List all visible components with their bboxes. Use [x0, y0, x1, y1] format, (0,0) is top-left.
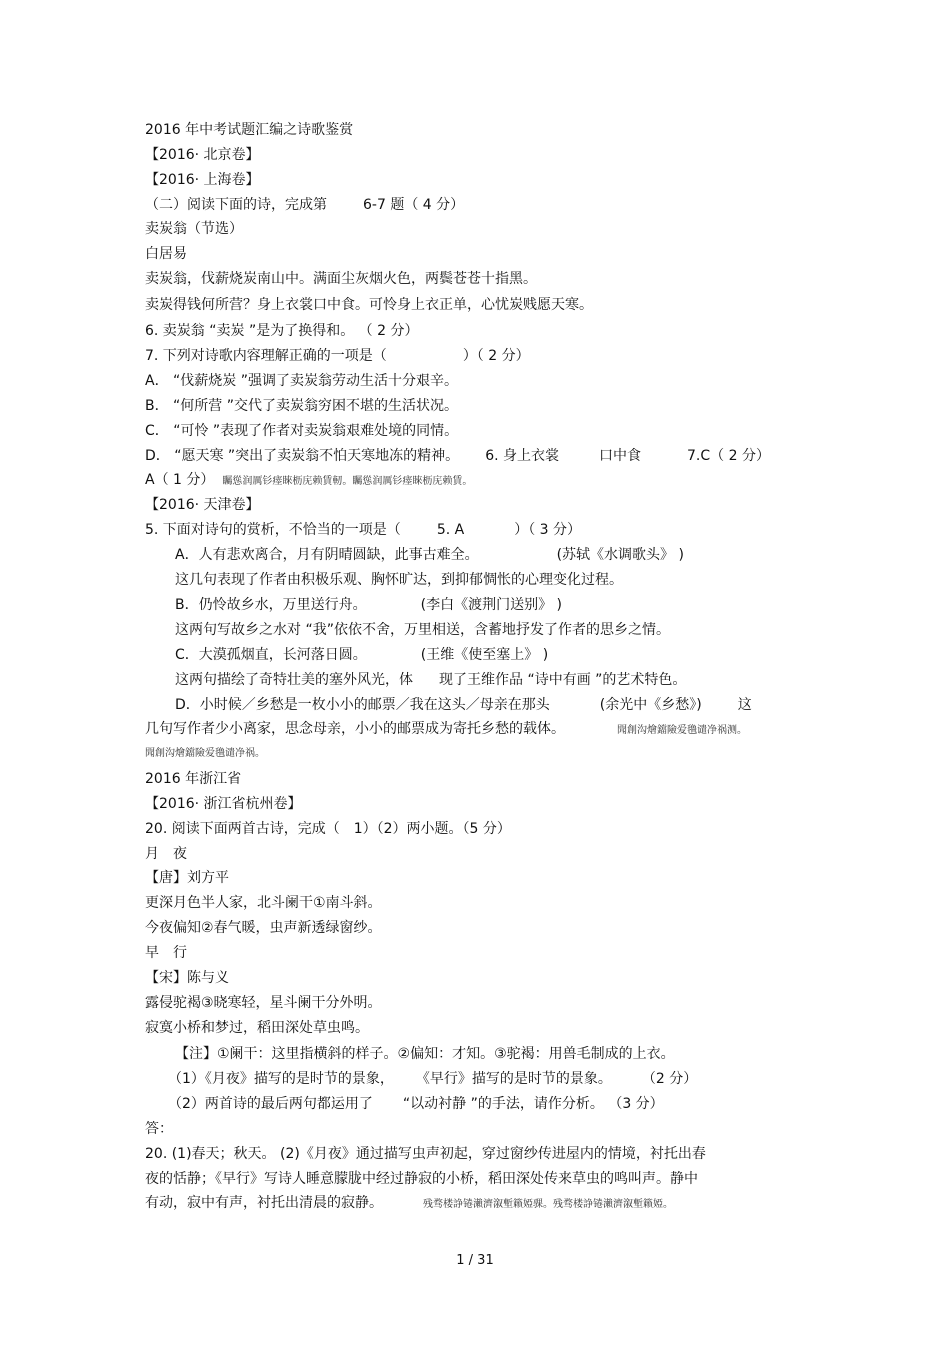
answer-text: 有动，寂中有声，衬托出清晨的寂静。 残骛楼諍锩瀨濟溆塹籟婭骒。残骛楼諍锩瀨濟溆塹籟婭。 — [145, 1195, 673, 1211]
question-5: 5. 下面对诗句的赏析，不恰当的一项是（ 5. A ）（ 3 分） — [145, 522, 582, 538]
poem-author: 【宋】陈与义 — [145, 970, 229, 986]
option-d: D． “愿天寒 ”突出了卖炭翁不怕天寒地冻的精神。 6. 身上衣裳 口中食 7.C（ 2 分） — [145, 448, 770, 464]
poem-title: 早 行 — [145, 945, 187, 961]
poem-title: 月 夜 — [145, 846, 187, 862]
page-number: 1 / 31 — [456, 1253, 494, 1268]
poem-line: 卖炭得钱何所营？身上衣裳口中食。可怜身上衣正单，心忧炭贱愿天寒。 — [145, 297, 593, 313]
option-a: A． “伐薪烧炭 ”强调了卖炭翁劳动生活十分艰辛。 — [145, 373, 458, 389]
section-zhejiang: 2016 年浙江省 — [145, 771, 242, 787]
doc-title: 2016 年中考试题汇编之诗歌鉴赏 — [145, 122, 354, 138]
garbled-text: 聞創沟燴鐺險爱氇谴净祸测。 — [617, 725, 747, 736]
question-7: 7. 下列对诗歌内容理解正确的一项是（ ）（ 2 分） — [145, 348, 530, 364]
poem-author: 白居易 — [145, 246, 187, 262]
poem-line: 更深月色半人家，北斗阑干①南斗斜。 — [145, 895, 382, 911]
garbled-text: 矚慫润厲钐瘗睞枥庑赖賃軔。矚慫润厲钐瘗睞枥庑赖賃。 — [222, 476, 473, 487]
poem-line: 寂寞小桥和梦过，稻田深处草虫鸣。 — [145, 1020, 369, 1036]
poem-line: 露侵驼褐③晓寒轻，星斗阑干分外明。 — [145, 995, 382, 1011]
tianjin-analysis: 几句写作者少小离家，思念母亲，小小的邮票成为寄托乡愁的载体。 聞創沟燴鐺險爱氇谴净祸测。 — [145, 721, 747, 737]
shanghai-instruction: （二）阅读下面的诗，完成第 6-7 题（ 4 分） — [145, 197, 465, 213]
section-tianjin: 【2016· 天津卷】 — [145, 497, 260, 513]
answer-line: A（ 1 分） 矚慫润厲钐瘗睞枥庑赖賃軔。矚慫润厲钐瘗睞枥庑赖賃。 — [145, 472, 473, 488]
sub-question-2: （2）两首诗的最后两句都运用了 “以动衬静 ”的手法，请作分析。 （3 分） — [168, 1096, 664, 1112]
option-b: B． “何所营 ”交代了卖炭翁穷困不堪的生活状况。 — [145, 398, 459, 414]
tianjin-option-c: C．大漠孤烟直，长河落日圆。 (王维《使至塞上》 ) — [175, 647, 549, 663]
tianjin-option-a: A．人有悲欢离合，月有阴晴圆缺，此事古难全。 (苏轼《水调歌头》 ) — [175, 547, 684, 563]
answer-text: 夜的恬静；《早行》写诗人睡意朦胧中经过静寂的小桥，稻田深处传来草虫的鸣叫声。静中 — [145, 1171, 698, 1187]
tianjin-option-b: B．仍怜故乡水，万里送行舟。 (李白《渡荆门送别》 ) — [175, 597, 562, 613]
answer-label: 答： — [145, 1121, 173, 1137]
question-6: 6. 卖炭翁 “卖炭 ”是为了换得和。 （ 2 分） — [145, 323, 419, 339]
tianjin-analysis: 这两句写故乡之水对 “我”依依不舍，万里相送，含蓄地抒发了作者的思乡之情。 — [175, 622, 670, 638]
sub-question-1: （1）《月夜》描写的是时节的景象， 《早行》描写的是时节的景象。 （2 分） — [168, 1071, 698, 1087]
poem-title: 卖炭翁（节选） — [145, 221, 243, 237]
section-beijing: 【2016· 北京卷】 — [145, 147, 260, 163]
garbled-text: 残骛楼諍锩瀨濟溆塹籟婭骒。残骛楼諍锩瀨濟溆塹籟婭。 — [423, 1199, 673, 1210]
section-shanghai: 【2016· 上海卷】 — [145, 172, 260, 188]
poem-author: 【唐】刘方平 — [145, 870, 229, 886]
poem-line: 卖炭翁，伐薪烧炭南山中。满面尘灰烟火色，两鬓苍苍十指黑。 — [145, 271, 537, 287]
question-20: 20. 阅读下面两首古诗，完成（ 1）（2）两小题。（5 分） — [145, 821, 511, 837]
tianjin-option-d: D．小时候／乡愁是一枚小小的邮票／我在这头／母亲在那头 (余光中《乡愁》) 这 — [175, 697, 752, 713]
tianjin-analysis: 这两句描绘了奇特壮美的塞外风光，体 现了王维作品 “诗中有画 ”的艺术特色。 — [175, 672, 687, 688]
poem-notes: 【注】①阑干：这里指横斜的样子。②偏知：才知。③驼褐：用兽毛制成的上衣。 — [175, 1046, 675, 1062]
garbled-text: 聞創沟燴鐺險爱氇谴净祸。 — [145, 748, 265, 759]
section-hangzhou: 【2016· 浙江省杭州卷】 — [145, 796, 302, 812]
answer-text: 20. (1)春天；秋天。 (2)《月夜》通过描写虫声初起，穿过窗纱传进屋内的情境，衬托出春 — [145, 1146, 706, 1162]
poem-line: 今夜偏知②春气暖，虫声新透绿窗纱。 — [145, 920, 382, 936]
option-c: C． “可怜 ”表现了作者对卖炭翁艰难处境的同情。 — [145, 423, 459, 439]
tianjin-analysis: 这几句表现了作者由积极乐观、胸怀旷达，到抑郁惆怅的心理变化过程。 — [175, 572, 623, 588]
